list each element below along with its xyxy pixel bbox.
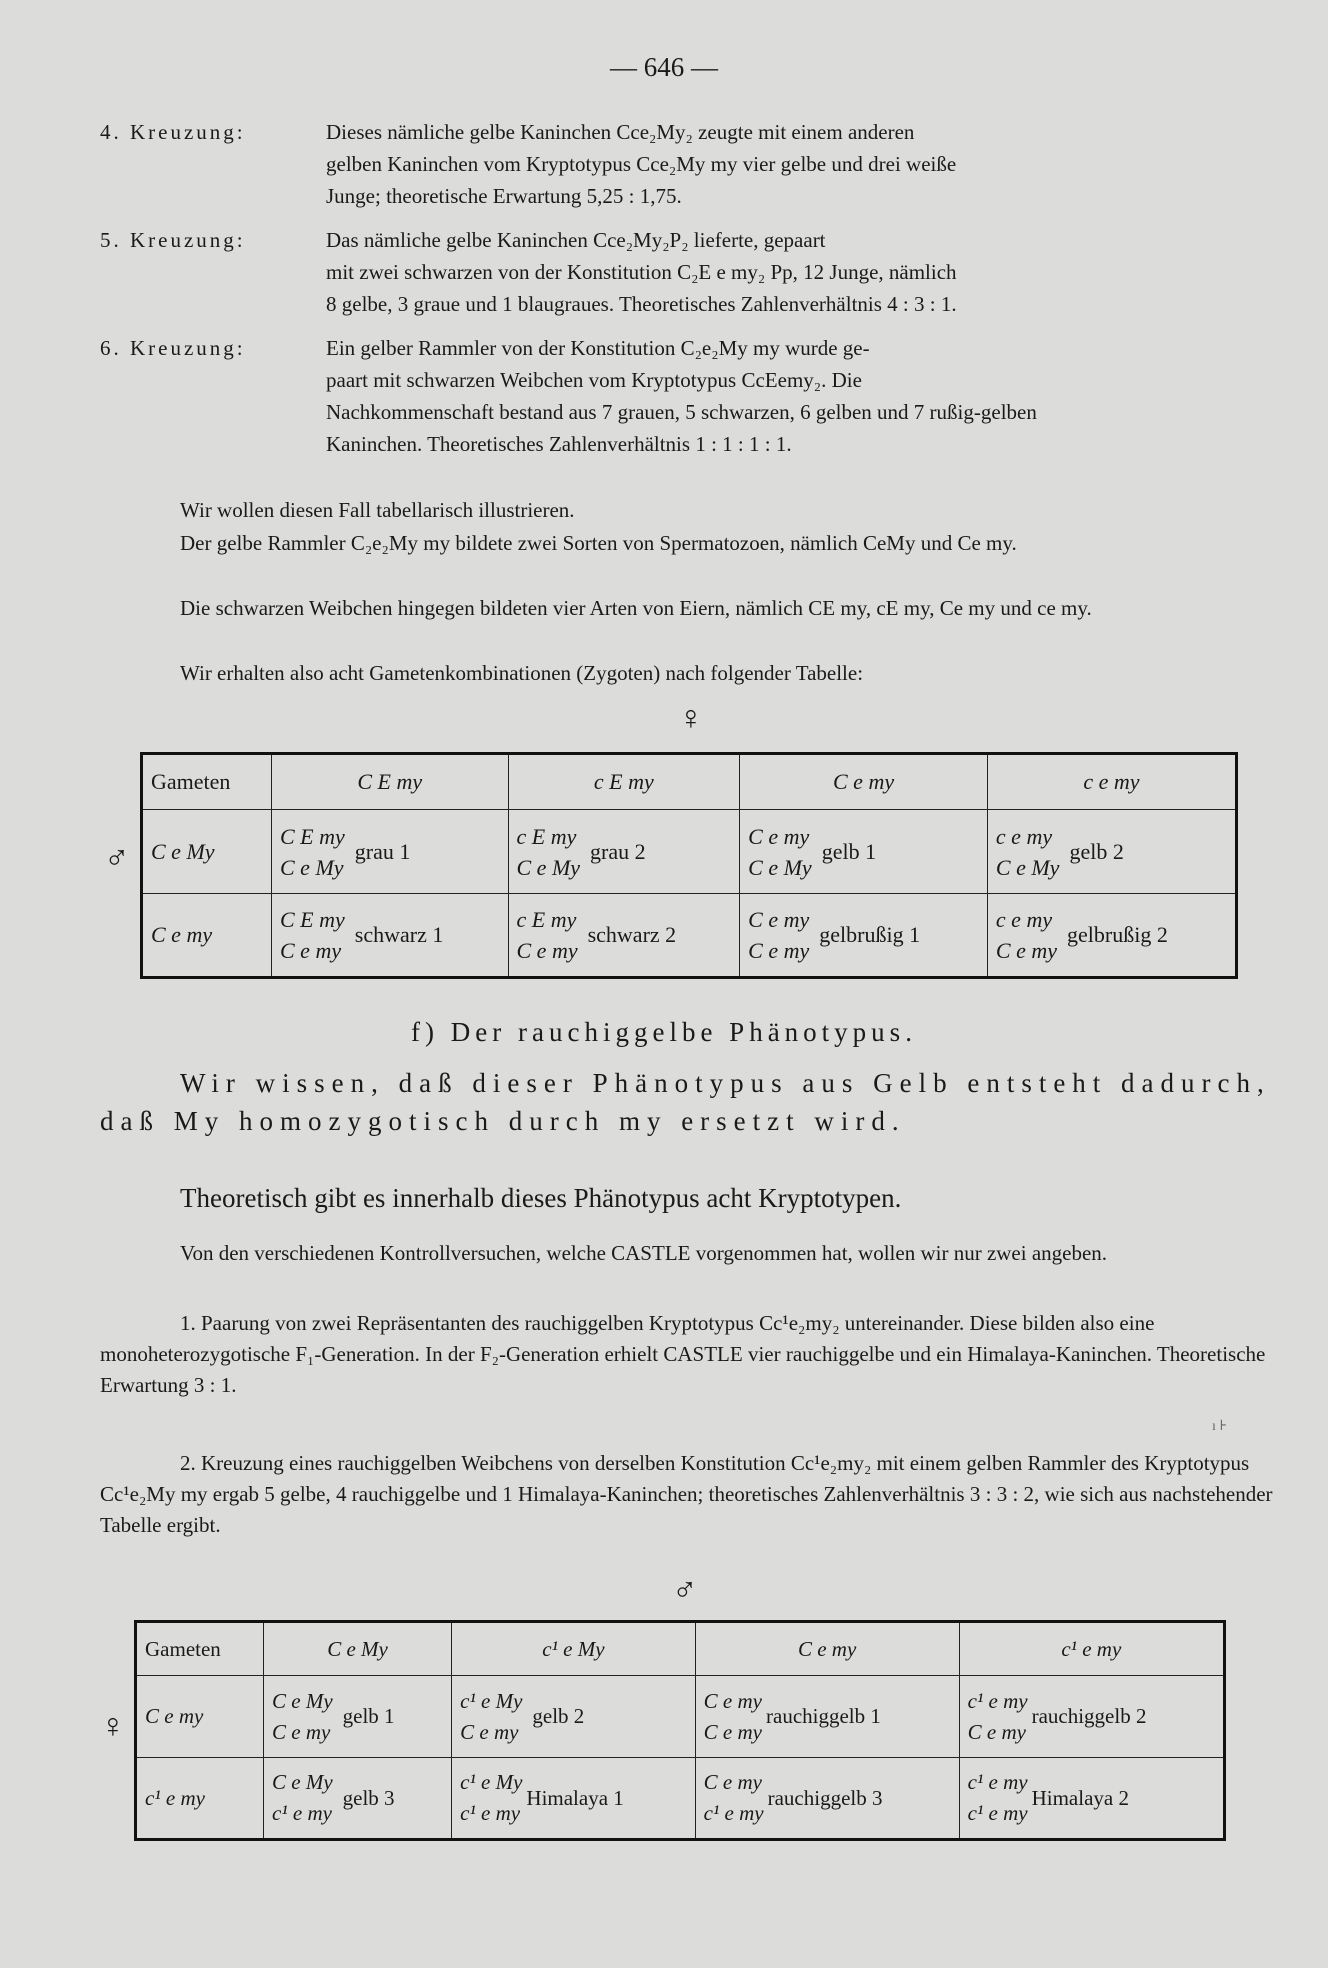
gamete-top: c¹ e my (967, 1770, 1028, 1794)
gamete-bottom: C e my (460, 1719, 519, 1744)
phenotype-result: rauchiggelb 2 (1031, 1704, 1147, 1728)
gamete-top: c¹ e My (460, 1770, 523, 1794)
phenotype-result: rauchiggelb 3 (767, 1785, 883, 1810)
margin-mark: ı ⊦ (1212, 1419, 1228, 1434)
phenotype-result: schwarz 2 (587, 922, 677, 947)
gamete-bottom: c¹ e my (272, 1801, 332, 1825)
entry-line: mit zwei schwarzen von der Konstitution C₂E e my₂ Pp, 12 Junge, nämlich (326, 260, 957, 284)
combination-cell (959, 1676, 1224, 1758)
phenotype-result: schwarz 1 (354, 922, 444, 947)
entry-4 (100, 116, 1290, 216)
combination-cell (508, 810, 740, 894)
gamete-bottom: C e my (516, 938, 578, 963)
pairing-2: 2. Kreuzung eines rauchiggelben Weibchens von derselben Konstitution Cc¹e₂my₂ mit einem gelben Rammler des Kryptotypus Cc¹e₂My my ergab 5 gelbe, 4 rauchiggelbe und 1 Himalaya-Kaninchen; theoretisches Zahlenverhältnis 3 : 3 : 2, wie sich aus nachstehender Tabelle ergibt. (100, 1451, 1273, 1537)
entry-5 (100, 224, 1290, 324)
phenotype-result: gelb 1 (342, 1704, 395, 1728)
gamete-table-1 (140, 752, 1238, 979)
header-cell: C e my (695, 1622, 959, 1676)
header-cell: c¹ e My (452, 1622, 696, 1676)
male-symbol: ♂ (672, 1572, 698, 1609)
gamete-bottom: c¹ e my (460, 1801, 521, 1825)
combination-cell (959, 1758, 1224, 1840)
combination-cell (452, 1758, 696, 1840)
header-cell: c E my (508, 754, 740, 810)
entry-line: Junge; theoretische Erwartung 5,25 : 1,75. (326, 184, 682, 208)
phenotype-result: Himalaya 1 (526, 1785, 624, 1810)
header-cell: c e my (987, 754, 1236, 810)
entry-line: gelben Kaninchen vom Kryptotypus Cce₂My my vier gelbe und drei weiße (326, 152, 957, 176)
combination-cell (272, 894, 509, 978)
entry-line: Kaninchen. Theoretisches Zahlenverhältnis 1 : 1 : 1 : 1. (326, 432, 792, 456)
gamete-top: c¹ e my (967, 1688, 1028, 1713)
entry-label: 4. Kreuzung: (100, 120, 246, 144)
combination-cell (695, 1676, 959, 1758)
gamete-top: C e my (748, 907, 810, 932)
entry-label: 5. Kreuzung: (100, 228, 246, 252)
male-symbol: ♂ (104, 840, 130, 877)
female-symbol: ♀ (678, 700, 704, 737)
entry-line: Nachkommenschaft bestand aus 7 grauen, 5 schwarzen, 6 gelben und 7 rußig-gelben (326, 400, 1037, 424)
pairing-1: 1. Paarung von zwei Repräsentanten des rauchiggelben Kryptotypus Cc¹e₂my₂ untereinander. Diese bilden also eine monoheterozygotische F₁-Generation. In der F₂-Generation erhielt CASTLE vier rauchiggelbe und ein Himalaya-Kaninchen. Theoretische Erwartung 3 : 1. (100, 1311, 1266, 1397)
control-paragraph: Von den verschiedenen Kontrollversuchen, welche CASTLE vorgenommen hat, wollen wir nur zwei angeben. (180, 1241, 1108, 1265)
header-cell: C e My (264, 1622, 452, 1676)
header-cell: Gameten (136, 1622, 264, 1676)
header-cell: C e my (740, 754, 988, 810)
combination-cell (264, 1758, 452, 1840)
entry-6 (100, 332, 1290, 464)
gamete-top: C e my (703, 1688, 762, 1713)
row-gamete: C e my (142, 894, 272, 978)
gamete-top: C e my (703, 1770, 762, 1794)
combination-cell (272, 810, 509, 894)
entry-line: Dieses nämliche gelbe Kaninchen Cce₂My₂ zeugte mit einem anderen (326, 120, 915, 144)
combination-cell (452, 1676, 696, 1758)
phenotype-result: Himalaya 2 (1031, 1785, 1129, 1810)
phenotype-result: gelb 2 (532, 1704, 585, 1728)
entry-line: paart mit schwarzen Weibchen vom Kryptotypus CcEemy₂. Die (326, 368, 862, 392)
entry-label: 6. Kreuzung: (100, 336, 246, 360)
paragraph: Wir wollen diesen Fall tabellarisch illustrieren. (180, 498, 575, 522)
gamete-bottom: c¹ e my (703, 1801, 764, 1825)
page-number: — 646 — (610, 52, 718, 82)
female-symbol: ♀ (100, 1708, 126, 1745)
gamete-top: C e my (748, 823, 810, 849)
gamete-bottom: c¹ e my (967, 1801, 1028, 1825)
gamete-bottom: C e my (748, 938, 810, 963)
phenotype-result: gelb 1 (821, 838, 877, 864)
header-cell: Gameten (142, 754, 272, 810)
combination-cell (987, 810, 1236, 894)
phenotype-result: grau 1 (354, 838, 411, 864)
phenotype-result: grau 2 (590, 838, 646, 864)
gamete-table-2 (134, 1620, 1226, 1841)
gamete-top: C e My (272, 1770, 333, 1794)
combination-cell (264, 1676, 452, 1758)
gamete-top: c e my (995, 823, 1053, 849)
combination-cell (987, 894, 1236, 978)
phenotype-result: gelbrußig 2 (1067, 922, 1168, 947)
entry-line: Ein gelber Rammler von der Konstitution C₂e₂My my wurde ge- (326, 336, 870, 360)
row-gamete: C e My (142, 810, 272, 894)
gamete-bottom: C e my (703, 1719, 762, 1744)
gamete-top: C E my (280, 823, 345, 849)
phenotype-result: gelb 2 (1069, 838, 1124, 864)
theoretisch-line: Theoretisch gibt es innerhalb dieses Phänotypus acht Kryptotypen. (180, 1183, 902, 1213)
gamete-top: c¹ e My (460, 1688, 523, 1713)
gamete-bottom: C e my (272, 1719, 331, 1744)
paragraph: Wir erhalten also acht Gametenkombinationen (Zygoten) nach folgender Tabelle: (180, 661, 864, 685)
header-cell: C E my (272, 754, 509, 810)
gamete-top: C e My (272, 1688, 333, 1713)
row-gamete: C e my (136, 1676, 264, 1758)
phenotype-result: gelbrußig 1 (819, 922, 921, 947)
row-gamete: c¹ e my (136, 1758, 264, 1840)
entry-line: Das nämliche gelbe Kaninchen Cce₂My₂P₂ lieferte, gepaart (326, 228, 826, 252)
gamete-bottom: C e my (995, 938, 1058, 963)
gamete-top: c E my (516, 907, 577, 932)
gamete-top: C E my (280, 907, 345, 932)
gamete-bottom: C e my (280, 938, 342, 963)
entry-line: 8 gelbe, 3 graue und 1 blaugraues. Theoretisches Zahlenverhältnis 4 : 3 : 1. (326, 292, 957, 316)
phenotype-result: gelb 3 (342, 1785, 395, 1810)
combination-cell (695, 1758, 959, 1840)
gamete-bottom: C e My (516, 854, 581, 880)
combination-cell (740, 810, 988, 894)
gamete-top: c e my (995, 907, 1053, 932)
header-cell: c¹ e my (959, 1622, 1224, 1676)
gamete-bottom: C e my (967, 1719, 1026, 1744)
paragraph: Der gelbe Rammler C₂e₂My my bildete zwei Sorten von Spermatozoen, nämlich CeMy und Ce my. (180, 531, 1017, 555)
section-heading: f) Der rauchiggelbe Phänotypus. (411, 1017, 917, 1047)
big-paragraph: Wir wissen, daß dieser Phänotypus aus Gelb entsteht dadurch, daß My homozygotisch durch my ersetzt wird. (100, 1068, 1271, 1136)
gamete-top: c E my (516, 823, 577, 849)
combination-cell (740, 894, 988, 978)
gamete-bottom: C e My (995, 854, 1060, 880)
combination-cell (508, 894, 740, 978)
phenotype-result: rauchiggelb 1 (766, 1704, 881, 1728)
gamete-bottom: C e My (748, 854, 812, 880)
gamete-bottom: C e My (280, 854, 344, 880)
paragraph: Die schwarzen Weibchen hingegen bildeten vier Arten von Eiern, nämlich CE my, cE my, Ce my und ce my. (180, 596, 1092, 620)
